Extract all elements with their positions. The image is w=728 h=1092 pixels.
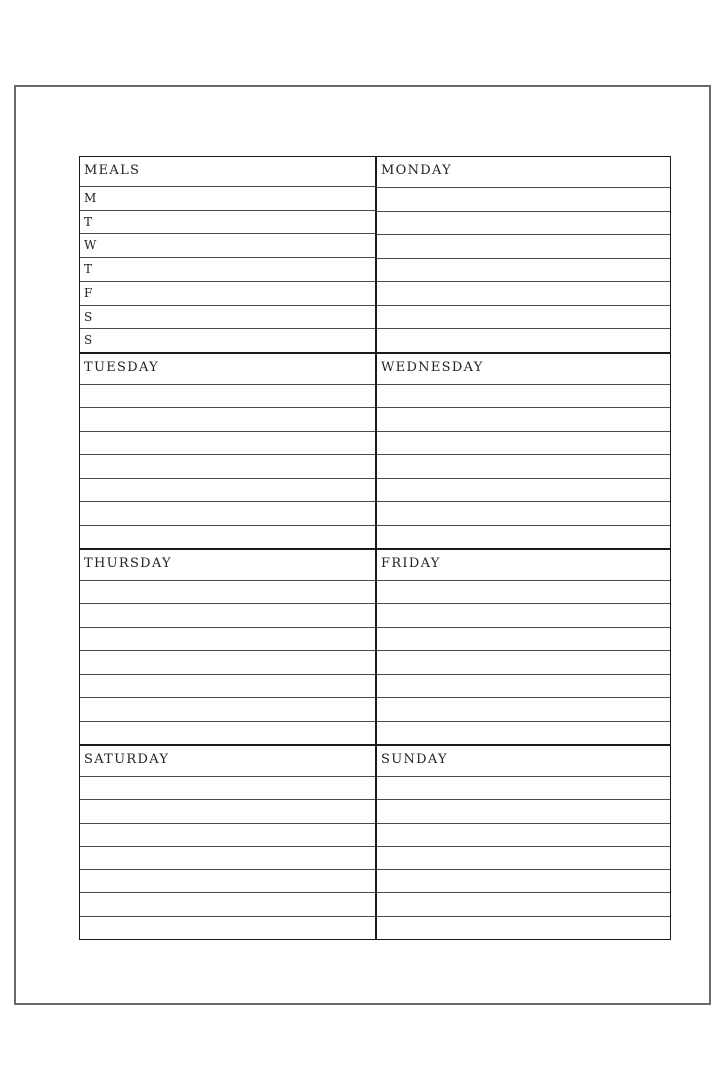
wednesday-line[interactable]: [377, 455, 670, 478]
friday-header: FRIDAY: [377, 550, 670, 581]
friday-line[interactable]: [377, 604, 670, 627]
meals-block: [79, 156, 375, 352]
monday-line[interactable]: [377, 212, 670, 236]
friday-line[interactable]: [377, 698, 670, 721]
wednesday-line[interactable]: [377, 432, 670, 455]
friday-line[interactable]: [377, 628, 670, 651]
tuesday-line[interactable]: [80, 479, 375, 502]
meals-line-thursday[interactable]: T: [80, 258, 375, 282]
wednesday-line[interactable]: [377, 385, 670, 408]
friday-line[interactable]: [377, 675, 670, 698]
meals-line-tuesday[interactable]: T: [80, 211, 375, 235]
meals-line-sunday[interactable]: S: [84, 333, 93, 348]
tuesday-header: TUESDAY: [80, 354, 375, 385]
meals-line-wednesday[interactable]: W: [80, 234, 375, 258]
sunday-line[interactable]: [377, 893, 670, 916]
thursday-line[interactable]: [80, 722, 375, 744]
sunday-line[interactable]: [377, 847, 670, 870]
monday-block: [375, 156, 671, 352]
wednesday-line[interactable]: [377, 526, 670, 548]
friday-line[interactable]: [377, 651, 670, 674]
tuesday-line[interactable]: [80, 385, 375, 408]
thursday-line[interactable]: [80, 698, 375, 721]
sunday-block: [375, 744, 671, 940]
monday-line[interactable]: [377, 235, 670, 259]
tuesday-block: [79, 352, 375, 548]
sunday-line[interactable]: [377, 800, 670, 823]
monday-line[interactable]: [377, 329, 670, 352]
saturday-line[interactable]: [80, 917, 375, 939]
wednesday-line[interactable]: [377, 502, 670, 525]
tuesday-line[interactable]: [80, 502, 375, 525]
thursday-line[interactable]: [80, 651, 375, 674]
sunday-line[interactable]: [377, 824, 670, 847]
sunday-line[interactable]: [377, 777, 670, 800]
monday-line[interactable]: [377, 306, 670, 330]
wednesday-header: WEDNESDAY: [377, 354, 670, 385]
tuesday-line[interactable]: [80, 432, 375, 455]
tuesday-line[interactable]: [80, 455, 375, 478]
thursday-block: [79, 548, 375, 744]
thursday-line[interactable]: [80, 675, 375, 698]
thursday-line[interactable]: [80, 628, 375, 651]
tuesday-line[interactable]: [80, 526, 375, 548]
friday-line[interactable]: [377, 722, 670, 744]
meals-line-monday[interactable]: M: [80, 187, 375, 211]
saturday-line[interactable]: [80, 800, 375, 823]
saturday-line[interactable]: [80, 893, 375, 916]
thursday-line[interactable]: [80, 604, 375, 627]
sunday-line[interactable]: [377, 917, 670, 939]
thursday-header: THURSDAY: [80, 550, 375, 581]
tuesday-line[interactable]: [80, 408, 375, 431]
friday-line[interactable]: [377, 581, 670, 604]
sunday-header: SUNDAY: [377, 746, 670, 777]
saturday-line[interactable]: [80, 777, 375, 800]
meals-line-saturday[interactable]: S: [80, 306, 375, 330]
friday-block: [375, 548, 671, 744]
thursday-line[interactable]: [80, 581, 375, 604]
wednesday-block: [375, 352, 671, 548]
weekly-meal-planner-grid: [79, 156, 671, 940]
monday-line[interactable]: [377, 188, 670, 212]
wednesday-line[interactable]: [377, 408, 670, 431]
saturday-header: SATURDAY: [80, 746, 375, 777]
monday-line[interactable]: [377, 259, 670, 283]
saturday-line[interactable]: [80, 847, 375, 870]
saturday-block: [79, 744, 375, 940]
sunday-line[interactable]: [377, 870, 670, 893]
meals-line-friday[interactable]: F: [80, 282, 375, 306]
meals-header: MEALS: [80, 157, 375, 187]
saturday-line[interactable]: [80, 870, 375, 893]
wednesday-line[interactable]: [377, 479, 670, 502]
monday-header: MONDAY: [377, 157, 670, 188]
monday-line[interactable]: [377, 282, 670, 306]
saturday-line[interactable]: [80, 824, 375, 847]
